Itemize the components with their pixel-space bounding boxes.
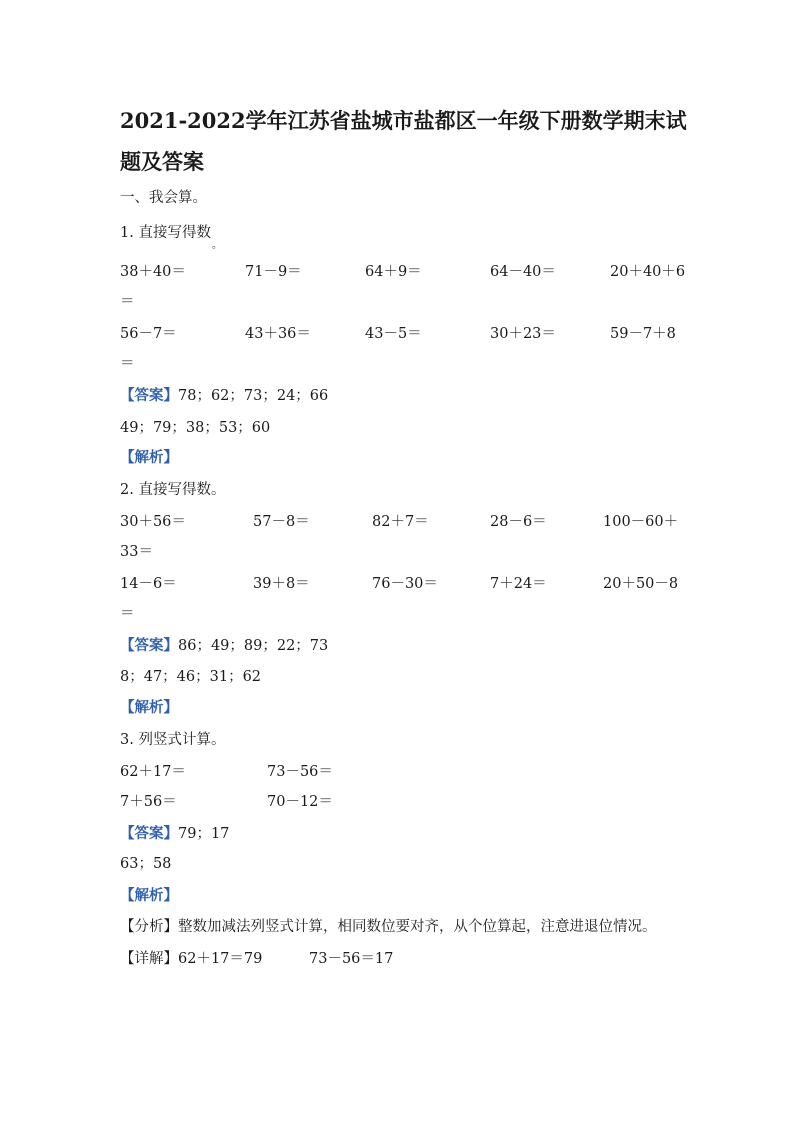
q1-r2-c4: 30＋23＝ [490, 326, 556, 342]
q2-r2-wrap: ＝ [120, 606, 135, 622]
answer-tag: 【答案】 [120, 637, 178, 654]
q2-r2-c4: 7＋24＝ [490, 576, 547, 592]
q3-r1-c1: 62＋17＝ [120, 764, 186, 780]
q2-r2-c2: 39＋8＝ [253, 576, 310, 592]
detail-eq2: 73－56＝17 [309, 951, 394, 967]
q1-r2-c3: 43－5＝ [365, 326, 422, 342]
q2-answer-values: 86；49；89；22；73 [178, 638, 329, 654]
q2-r2-c1: 14－6＝ [120, 576, 177, 592]
fenxi-tag: 【分析】 [120, 919, 178, 935]
q3-r2-c2: 70－12＝ [267, 794, 333, 810]
q2-r1-c1: 30＋56＝ [120, 514, 186, 530]
q1-r1-c4: 64－40＝ [490, 264, 556, 280]
q2-r1-c4: 28－6＝ [490, 514, 547, 530]
doc-title-line2: 题及答案 [120, 149, 204, 174]
detail-tag: 【详解】 [120, 951, 178, 967]
doc-title-line1: 2021-2022学年江苏省盐城市盐都区一年级下册数学期末试 [120, 108, 687, 133]
q2-r1-c5: 100－60＋ [603, 514, 679, 530]
q3-answer-line2: 63；58 [120, 856, 172, 872]
q1-r2-c1: 56－7＝ [120, 326, 177, 342]
answer-tag: 【答案】 [120, 387, 178, 404]
q2-r2-c3: 76－30＝ [372, 576, 438, 592]
detail-eq1: 62＋17＝79 [178, 951, 263, 967]
q2-analysis-tag: 【解析】 [120, 699, 178, 716]
q3-title: 3. 列竖式计算。 [120, 732, 226, 748]
q1-r1-c1: 38＋40＝ [120, 264, 186, 280]
q1-analysis-tag: 【解析】 [120, 449, 178, 466]
q3-answer-line1 [120, 822, 229, 843]
q3-r2-c1: 7＋56＝ [120, 794, 177, 810]
section-heading: 一、我会算。 [120, 190, 207, 206]
q3-r1-c2: 73－56＝ [267, 764, 333, 780]
q2-r1-wrap: 33＝ [120, 544, 153, 560]
q1-r1-c2: 71－9＝ [245, 264, 302, 280]
q3-answer-values: 79；17 [178, 826, 230, 842]
q2-r1-c3: 82＋7＝ [372, 514, 429, 530]
q2-r1-c2: 57－8＝ [253, 514, 310, 530]
q1-r1-wrap: ＝ [120, 294, 135, 310]
fenxi-text: 整数加减法列竖式计算，相同数位要对齐，从个位算起，注意进退位情况。 [178, 919, 657, 935]
q3-analysis-tag: 【解析】 [120, 887, 178, 904]
q1-r2-wrap: ＝ [120, 356, 135, 372]
q3-fenxi-line [120, 915, 657, 936]
answer-tag: 【答案】 [120, 825, 178, 842]
stray-dot: 。 [212, 240, 222, 251]
q2-answer-line1 [120, 634, 328, 655]
q1-r2-c5: 59－7＋8 [610, 326, 676, 342]
q3-detail-line [120, 947, 262, 968]
q1-r1-c5: 20＋40＋6 [610, 264, 686, 280]
q1-r1-c3: 64＋9＝ [365, 264, 422, 280]
q2-r2-c5: 20＋50－8 [603, 576, 679, 592]
q1-answer-values: 78；62；73；24；66 [178, 388, 329, 404]
q1-answer-line2: 49；79；38；53；60 [120, 420, 271, 436]
q1-title: 1. 直接写得数 [120, 225, 211, 241]
q1-answer-line1 [120, 384, 328, 405]
q2-answer-line2: 8；47；46；31；62 [120, 669, 262, 685]
q2-title: 2. 直接写得数。 [120, 482, 226, 498]
q1-r2-c2: 43＋36＝ [245, 326, 311, 342]
